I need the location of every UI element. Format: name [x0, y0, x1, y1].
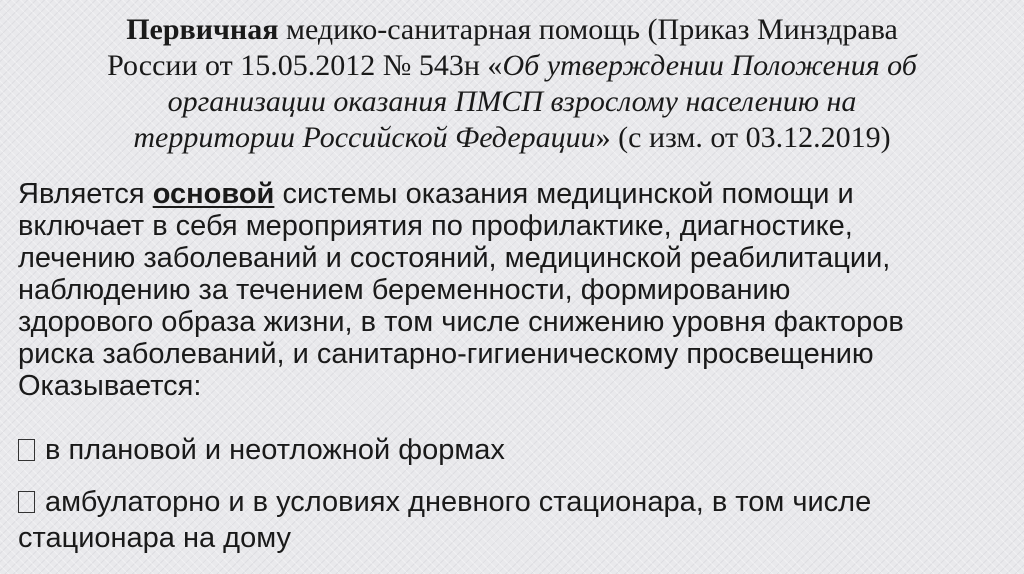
title-order-name-end: территории Российской Федерации [133, 121, 596, 154]
title-amendment: » (с изм. от 03.12.2019) [595, 121, 891, 154]
paragraph-line: здорового образа жизни, в том числе снижению уровня факторов [18, 306, 904, 338]
paragraph-line: лечению заболеваний и состояний, медицинской реабилитации, [18, 242, 891, 274]
title-line-2 [40, 48, 984, 84]
paragraph-line: Оказывается: [18, 370, 202, 402]
keyword-basis: основой [152, 178, 275, 210]
title-line-3: организации оказания ПМСП взрослому населению на [167, 85, 857, 118]
bullet-line: стационара на дому [18, 522, 291, 554]
square-bullet-icon [18, 491, 35, 513]
paragraph-line: риска заболеваний, и санитарно-гигиеническому просвещению [18, 338, 874, 370]
title-line-1 [40, 12, 984, 48]
bullet-item [18, 484, 1018, 556]
square-bullet-icon [18, 439, 35, 461]
paragraph-text: Является [18, 178, 153, 210]
slide-title [40, 12, 984, 156]
bullet-line [18, 432, 1018, 468]
description-paragraph [18, 178, 1018, 402]
title-order-name: Об утверждении Положения об [502, 49, 917, 82]
paragraph-text: системы оказания медицинской помощи и [274, 178, 854, 210]
paragraph-line: включает в себя мероприятия по профилактике, диагностике, [18, 210, 853, 242]
paragraph-line: наблюдению за течением беременности, формированию [18, 274, 791, 306]
title-line-4 [40, 120, 984, 156]
title-order-ref: России от 15.05.2012 № 543н « [107, 49, 503, 82]
bullet-item [18, 432, 1018, 468]
title-bold-word: Первичная [126, 13, 279, 46]
bullet-text: в плановой и неотложной формах [45, 434, 505, 466]
bullet-line [18, 484, 1018, 520]
bullet-text: амбулаторно и в условиях дневного стационара, в том числе [45, 486, 872, 518]
title-text: медико-санитарная помощь (Приказ Минздрава [278, 13, 898, 46]
paragraph-line [18, 178, 1018, 210]
